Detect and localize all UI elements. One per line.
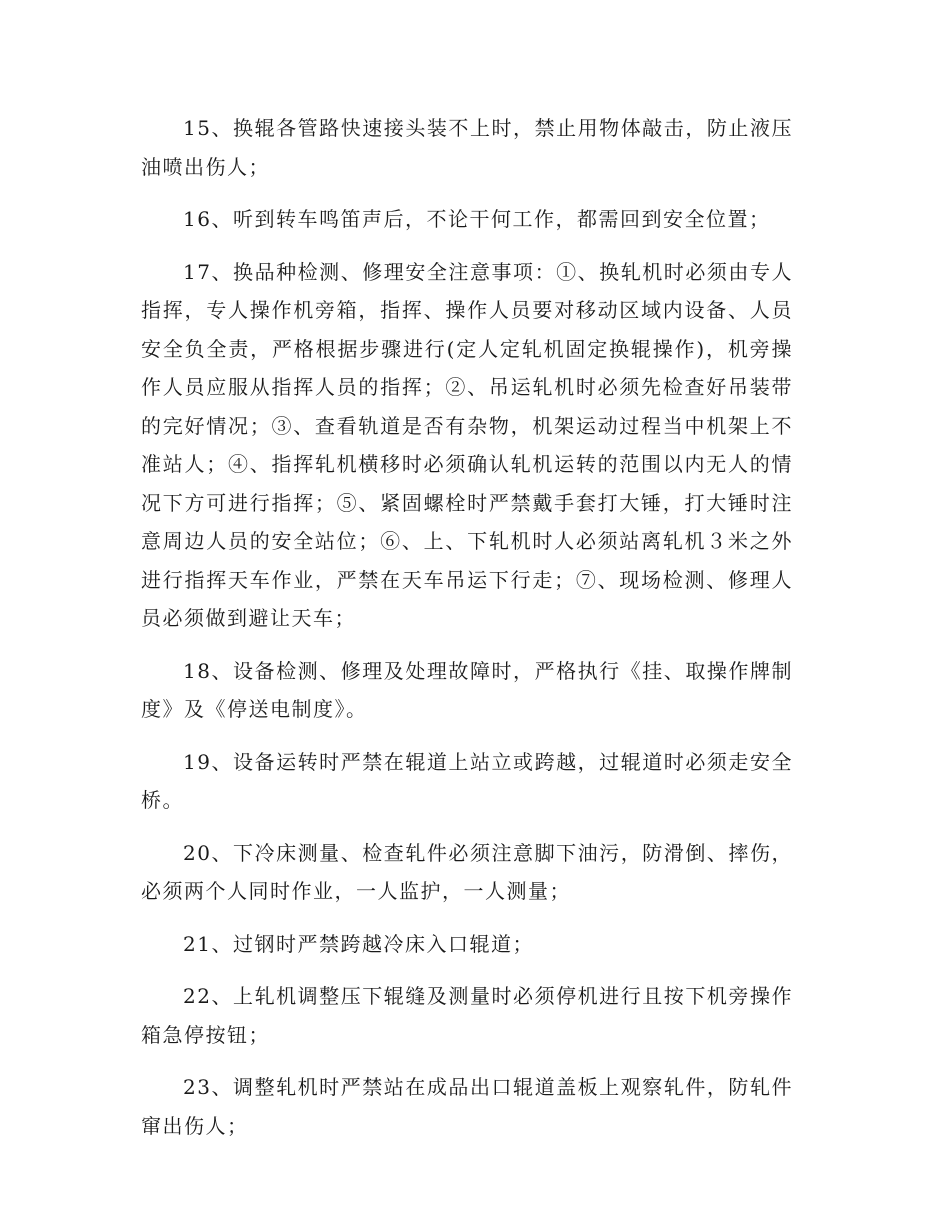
paragraph-17: 17、换品种检测、修理安全注意事项：①、换轧机时必须由专人指挥，专人操作机旁箱，指挥、操作人员要对移动区域内设备、人员安全负全责，严格根据步骤进行(定人定轧机固定换辊操作)，机旁操作人员应服从指挥人员的指挥；②、吊运轧机时必须先检查好吊装带的完好情况；③、查看轨道是否有杂物，机架运动过程当中机架上不准站人；④、指挥轧机横移时必须确认轧机运转的范围以内无人的情况下方可进行指挥；⑤、紧固螺栓时严禁戴手套打大锤，打大锤时注意周边人员的安全站位；⑥、上、下轧机时人必须站离轧机３米之外进行指挥天车作业，严禁在天车吊运下行走；⑦、现场检测、修理人员必须做到避让天车；: [141, 259, 793, 630]
paragraph-18: 18、设备检测、修理及处理故障时，严格执行《挂、取操作牌制度》及《停送电制度》。: [141, 658, 793, 721]
paragraph-21: 21、过钢时严禁跨越冷床入口辊道；: [183, 931, 534, 956]
paragraph-20: 20、下冷床测量、检查轧件必须注意脚下油污，防滑倒、摔伤，必须两个人同时作业，一人监护，一人测量；: [141, 840, 793, 903]
paragraph-16: 16、听到转车鸣笛声后，不论干何工作，都需回到安全位置；: [183, 207, 771, 231]
paragraph-23: 23、调整轧机时严禁站在成品出口辊道盖板上观察轧件，防轧件窜出伤人；: [141, 1075, 793, 1138]
document-body: [141, 109, 793, 1159]
paragraph-19: 19、设备运转时严禁在辊道上站立或跨越，过辊道时必须走安全桥。: [141, 749, 793, 812]
paragraph-22: 22、上轧机调整压下辊缝及测量时必须停机进行且按下机旁操作箱急停按钮；: [141, 984, 793, 1047]
paragraph-15: 15、换辊各管路快速接头装不上时，禁止用物体敲击，防止液压油喷出伤人；: [141, 116, 793, 179]
